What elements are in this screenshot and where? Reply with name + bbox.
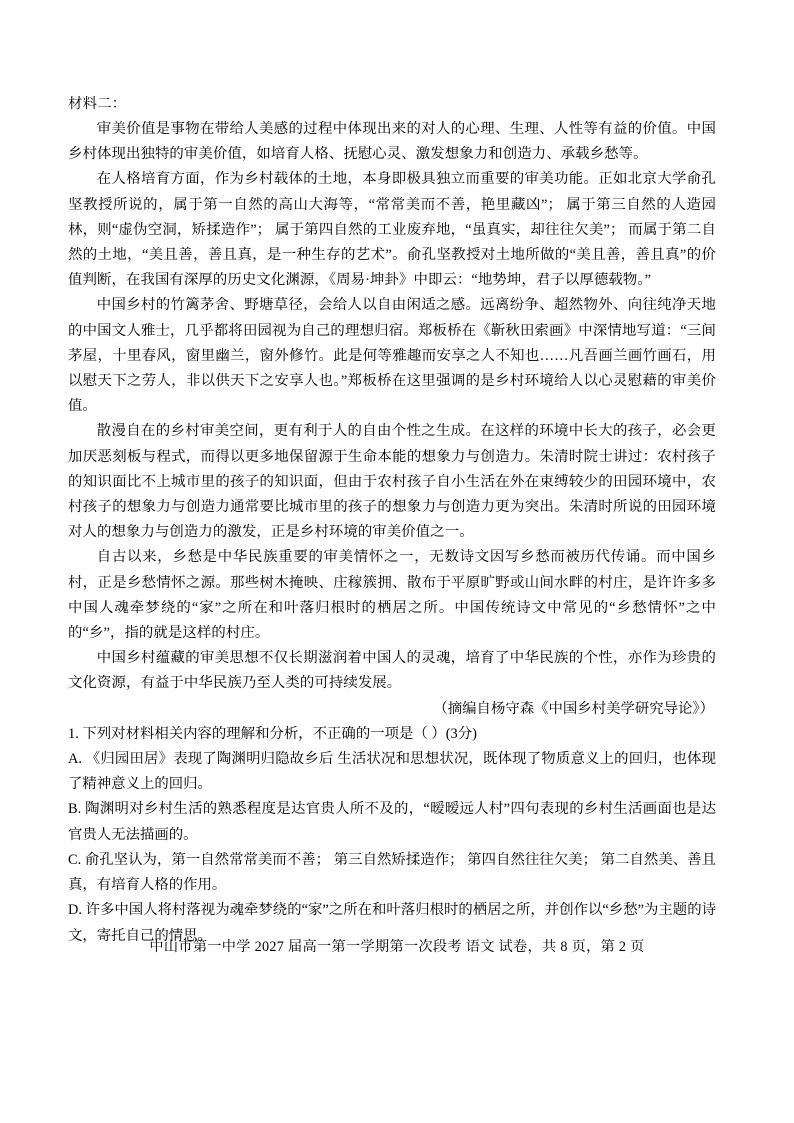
material-label: 材料二： [68, 96, 127, 112]
option-c: C. 俞孔坚认为，第一自然常常美而不善； 第三自然矫揉造作； 第四自然往往欠美； 第二自然美、善且真，有培育人格的作用。 [68, 851, 716, 894]
source-attribution: （摘编自杨守森《中国乡村美学研究导论》） [433, 700, 714, 717]
paragraph-6: 中国乡村蕴藏的审美思想不仅长期滋润着中国人的灵魂，培育了中华民族的个性，亦作为珍贵的文化资源，有益于中华民族乃至人类的可持续发展。 [68, 650, 716, 692]
paragraph-1: 审美价值是事物在带给人美感的过程中体现出来的对人的心理、生理、人性等有益的价值。中国乡村体现出独特的审美价值，如培育人格、抚慰心灵、激发想象力和创造力、承载乡愁等。 [68, 121, 716, 163]
document-body [68, 92, 716, 949]
option-d: D. 许多中国人将村落视为魂牵梦绕的“家”之所在和叶落归根时的栖居之所，并创作以“乡愁”为主题的诗文，寄托自己的情思。 [68, 902, 716, 944]
paragraph-4: 散漫自在的乡村审美空间，更有利于人的自由个性之生成。在这样的环境中长大的孩子，必会更加厌恶刻板与程式，而得以更多地保留源于生命本能的想象力与创造力。朱清时院士讲过：农村孩子的知识面比不上城市里的孩子的知识面，但由于农村孩子自小生活在外在束缚较少的田园环境中，农村孩子的想象力与创造力通常要比城市里的孩子的想象力与创造力更为突出。朱清时所说的田园环境对人的想象力与创造力的激发，正是乡村环境的审美价值之一。 [68, 423, 716, 541]
paragraph-5: 自古以来，乡愁是中华民族重要的审美情怀之一，无数诗文因写乡愁而被历代传诵。而中国乡村，正是乡愁情怀之源。那些树木掩映、庄稼簇拥、散布于平原旷野或山间水畔的村庄，是许许多多中国人魂牵梦绕的“家”之所在和叶落归根时的栖居之所。中国传统诗文中常见的“乡愁情怀”之中的“乡”，指的就是这样的村庄。 [68, 549, 716, 642]
paragraph-3: 中国乡村的竹篱茅舍、野塘草径，会给人以自由闲适之感。远离纷争、超然物外、向往纯净天地的中国文人雅士，几乎都将田园视为自己的理想归宿。郑板桥在《靳秋田索画》中深情地写道：“三间茅屋，十里春风，窗里幽兰，窗外修竹。此是何等雅趣而安享之人不知也……凡吾画兰画竹画石，用以慰天下之劳人，非以供天下之安享人也。”郑板桥在这里强调的是乡村环境给人以心灵慰藉的审美价值。 [68, 297, 716, 415]
paragraph-2: 在人格培育方面，作为乡村载体的土地，本身即极具独立而重要的审美功能。正如北京大学俞孔坚教授所说的，属于第一自然的高山大海等，“常常美而不善，艳里藏凶”； 属于第三自然的人造园林，则“虚伪空洞，矫揉造作”； 属于第四自然的工业废弃地，“虽真实，却往往欠美”； 而属于第二自然的土地，“美且善，善且真，是一种生存的艺术”。俞孔坚教授对土地所做的“美且善，善且真”的价值判断，在我国有深厚的历史文化渊源，《周易·坤卦》中即云：“地势坤，君子以厚德载物。” [68, 171, 716, 289]
option-b: B. 陶渊明对乡村生活的熟悉程度是达官贵人所不及的，“暧暧远人村”四句表现的乡村生活画面也是达官贵人无法描画的。 [68, 801, 716, 843]
option-a: A. 《归园田居》表现了陶渊明归隐故乡后 生活状况和思想状况，既体现了物质意义上的回归，也体现了精神意义上的回归。 [68, 751, 716, 793]
question-stem: 1. 下列对材料相关内容的理解和分析，不正确的一项是（ ）(3分) [68, 725, 477, 742]
footer-text: 中山市第一中学 2027 届高一第一学期第一次段考 语文 试卷，共 8 页，第 2 页 [149, 939, 645, 955]
page-footer [0, 936, 794, 956]
